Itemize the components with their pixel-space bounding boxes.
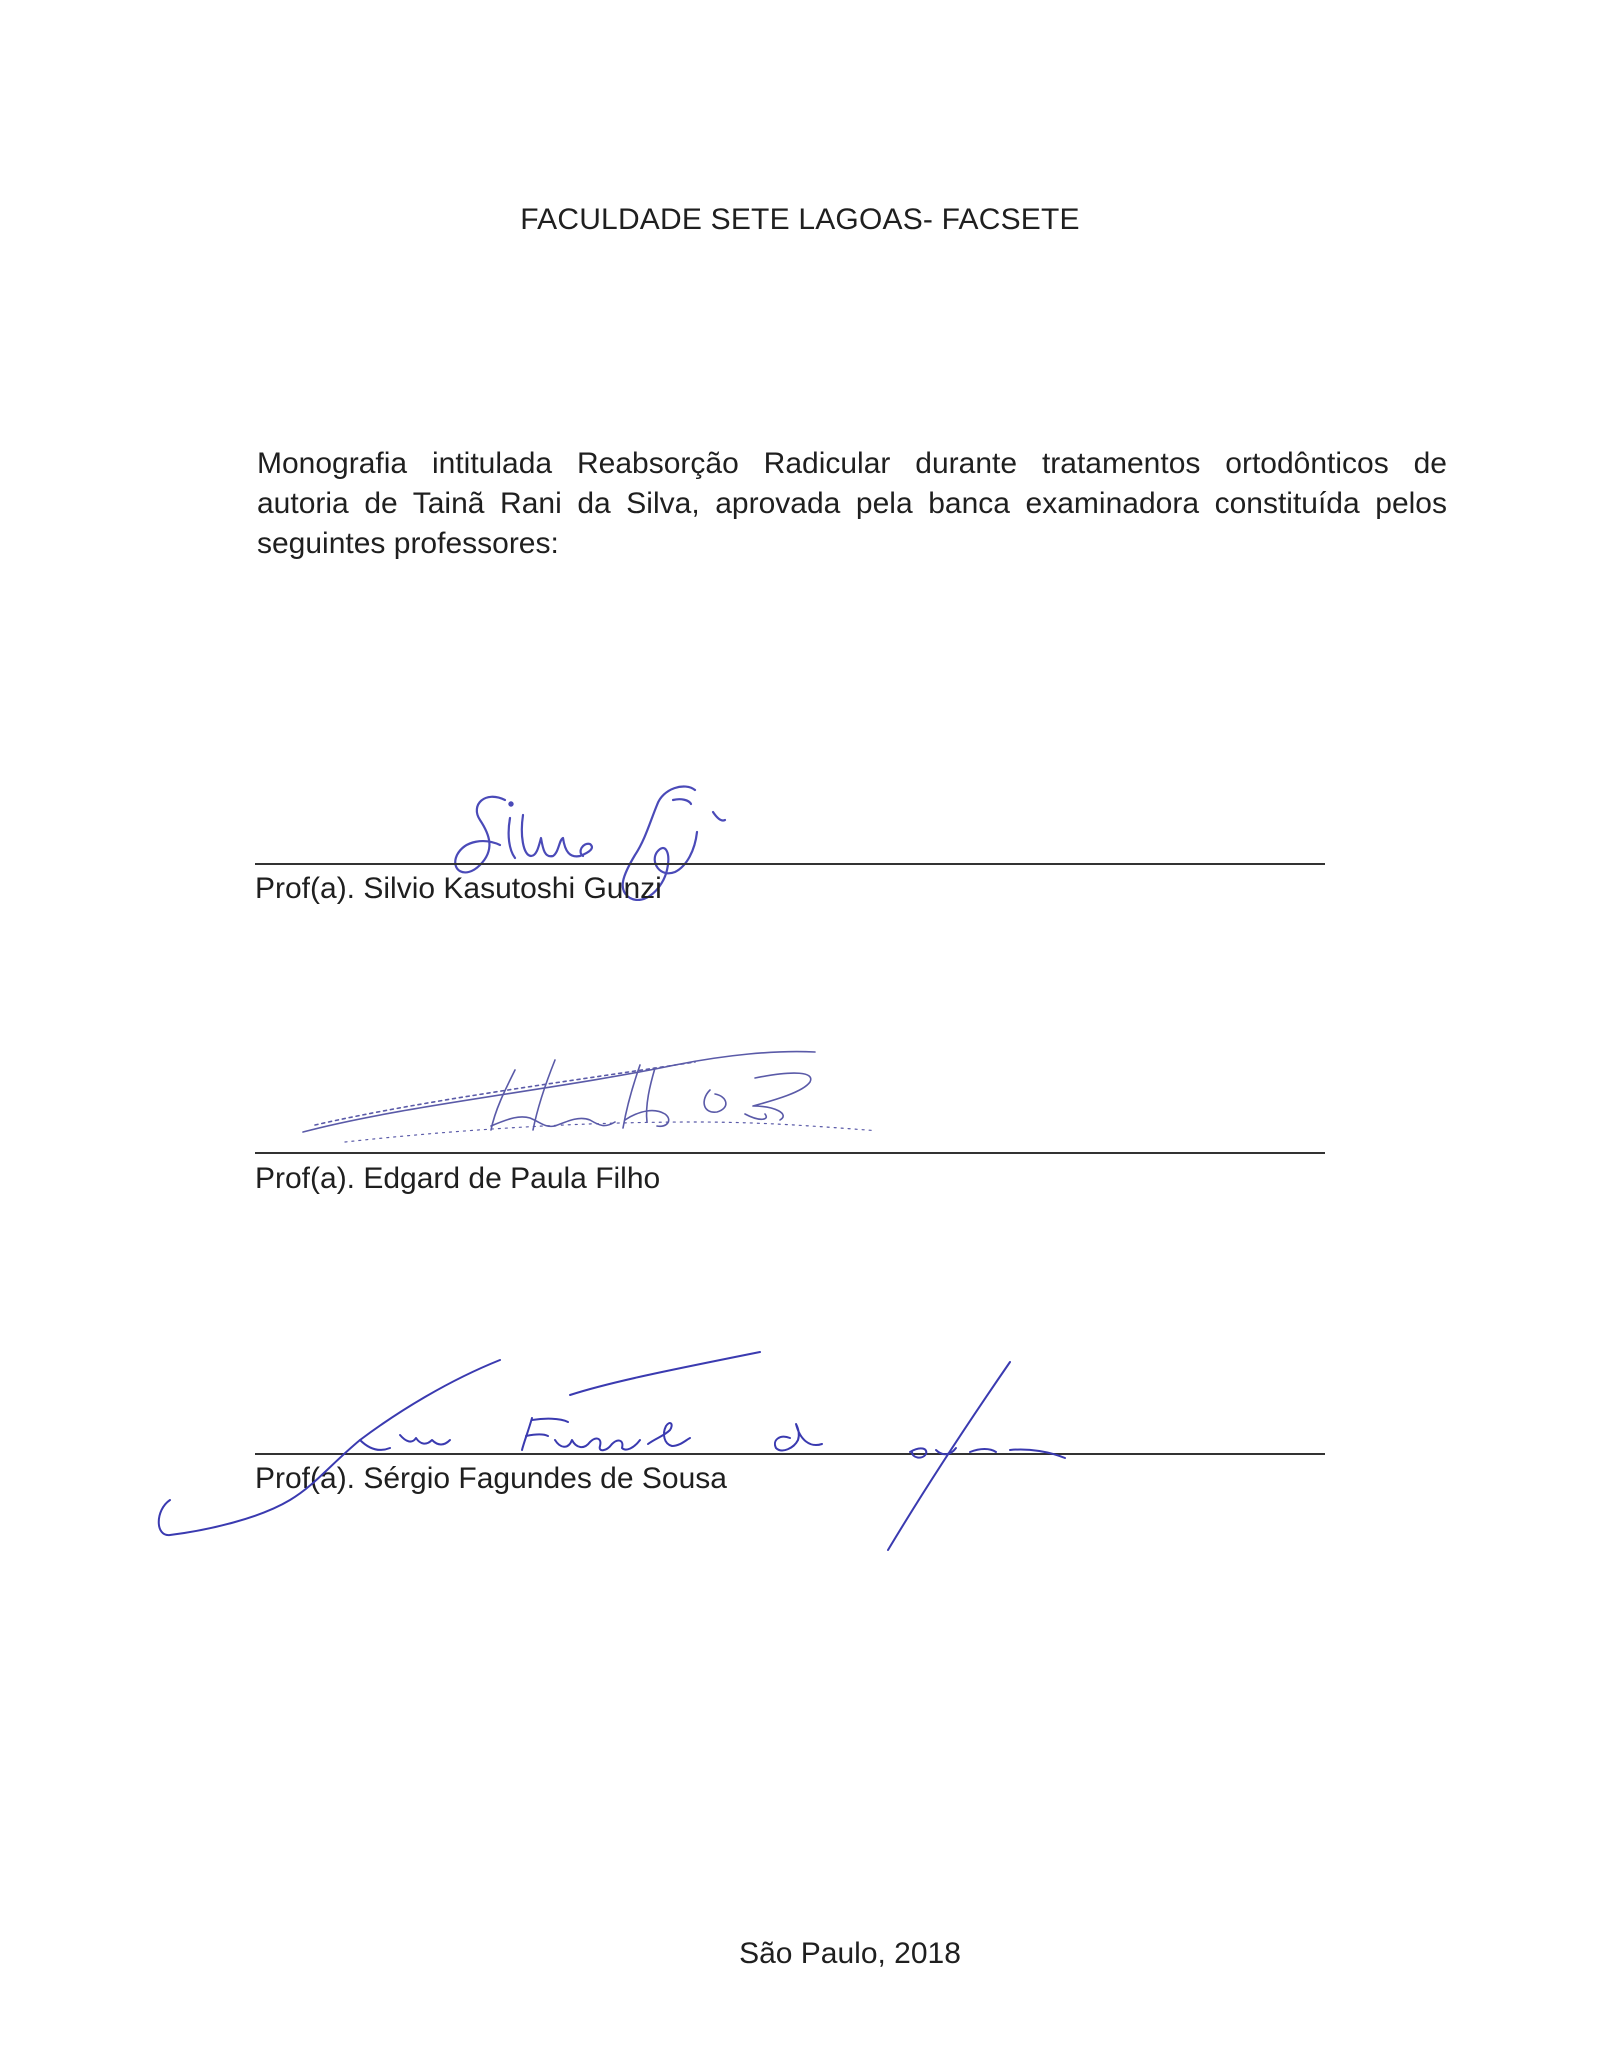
signature-line-1 [255, 863, 1325, 865]
approval-statement [257, 444, 1447, 564]
examiner-block-3 [255, 1340, 1325, 1510]
handwritten-signature-2 [255, 1010, 875, 1160]
institution-title: FACULDADE SETE LAGOAS- FACSETE [520, 203, 1080, 236]
examiner-block-2 [255, 1010, 1325, 1195]
signature-line-3 [255, 1453, 1325, 1455]
signature-line-2 [255, 1152, 1325, 1154]
examiner-block-1 [255, 760, 1325, 920]
approval-line-2: autoria de Tainã Rani da Silva, aprovada pela banca examinadora constituída pelos [257, 487, 1447, 520]
examiner-name-2: Prof(a). Edgard de Paula Filho [255, 1162, 661, 1195]
examiner-name-3: Prof(a). Sérgio Fagundes de Sousa [255, 1462, 727, 1495]
approval-line-3: seguintes professores: [257, 527, 559, 560]
approval-line-1: Monografia intitulada Reabsorção Radicular durante tratamentos ortodônticos de [257, 447, 1447, 480]
place-and-date: São Paulo, 2018 [739, 1937, 961, 1970]
examiner-name-1: Prof(a). Silvio Kasutoshi Gunzi [255, 872, 662, 905]
